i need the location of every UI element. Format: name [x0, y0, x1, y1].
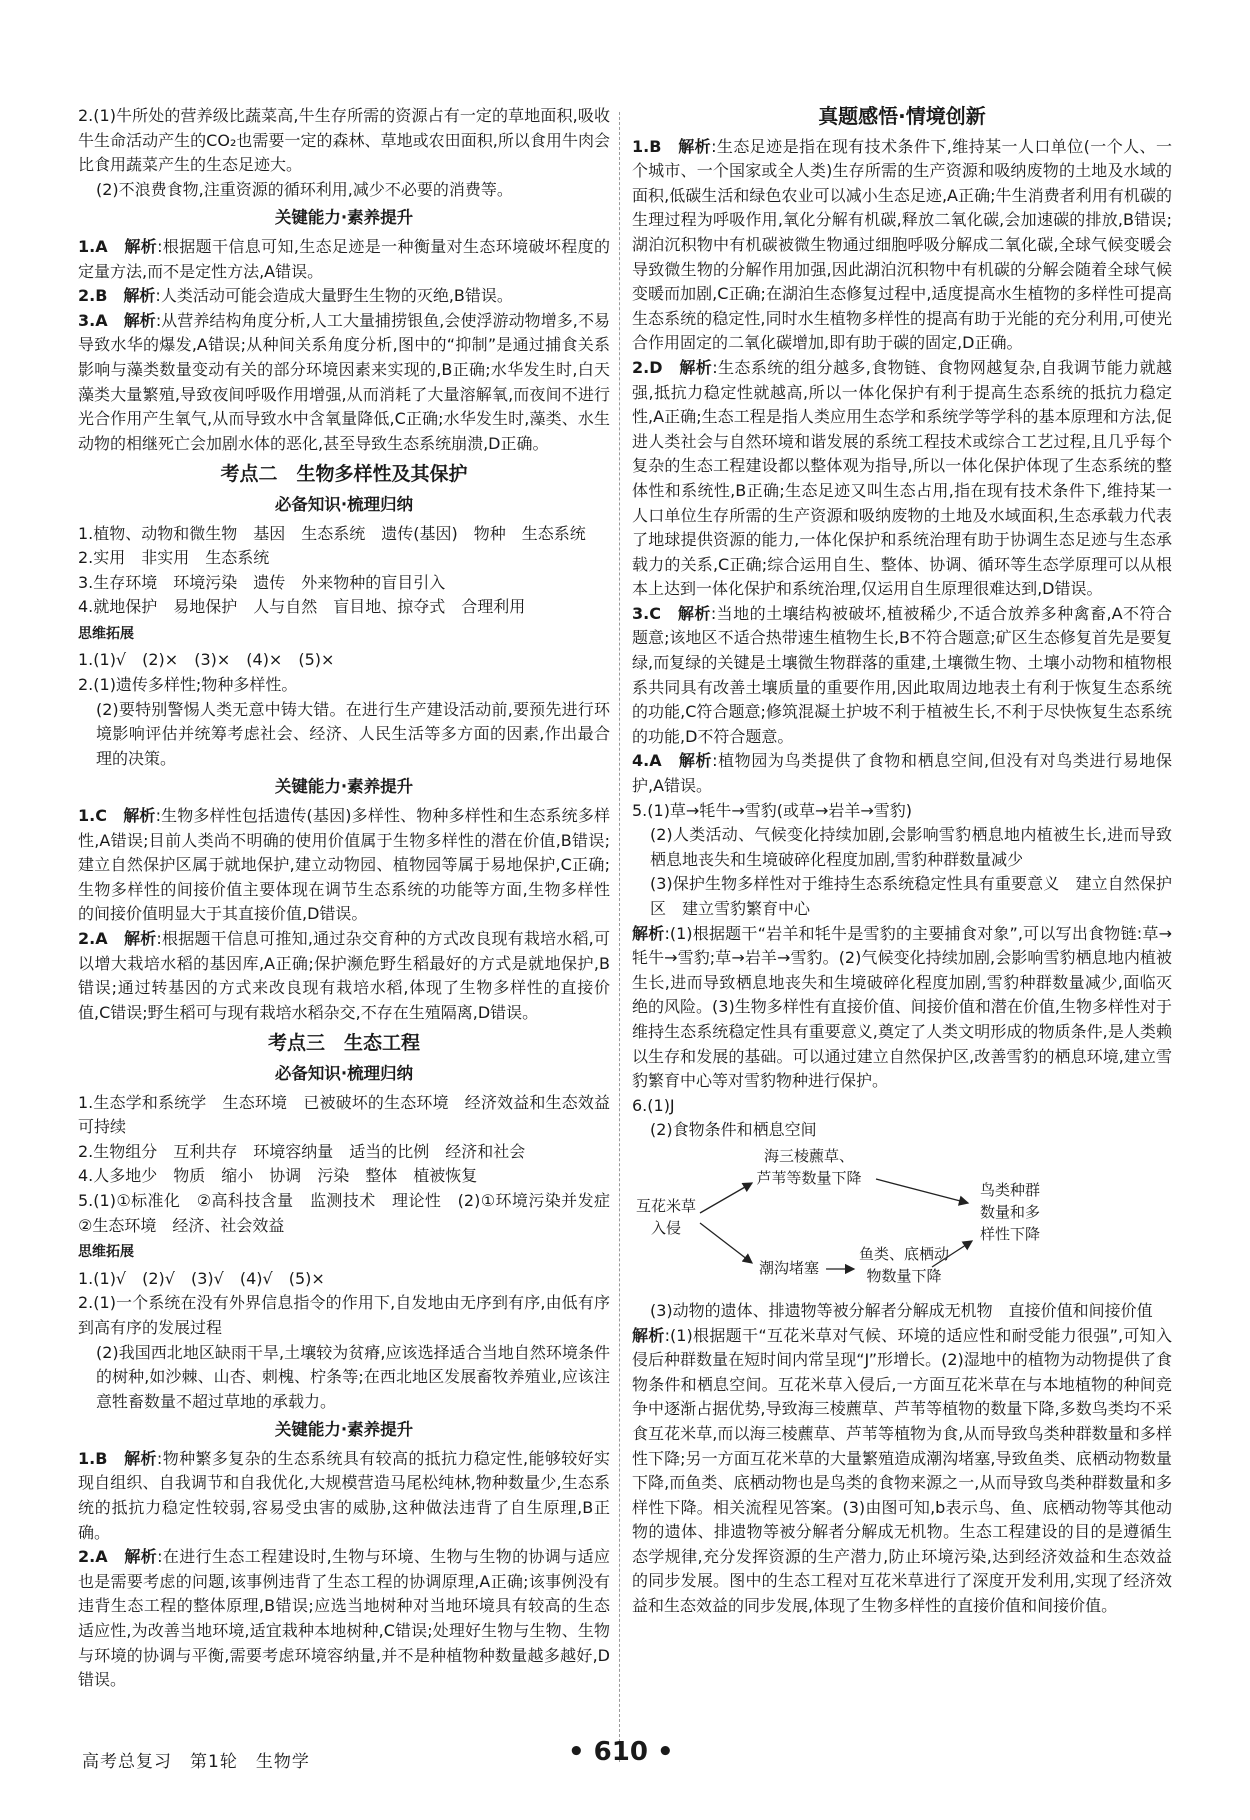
footer-book-title: 高考总复习 第1轮 生物学 — [82, 1752, 310, 1772]
answer-text: 6.(1)J — [632, 1095, 675, 1115]
answer-list — [78, 1447, 610, 1693]
subsection-label: 思维拓展 — [78, 625, 134, 642]
node-plants-decline: 海三棱藨草、 芦苇等数量下降 — [756, 1146, 862, 1187]
answer-item: 1.(1)√ (2)√ (3)√ (4)√ (5)× — [78, 1268, 325, 1288]
answer-item: 3.C 解析:当地的土壤结构被破坏,植被稀少,不适合放养多种禽畜,A不符合题意;该地区不适合热带速生植物生长,B不符合题意;矿区生态修复首先是要复绿,而复绿的关键是土壤微生物群落的重建,土壤微生物、土壤小动物和植物根系共同具有改善土壤质量的重要作用,因此取周边地表土有利于恢复生态系统的功能,C符合题意;修筑混凝土护坡不利于植被生长,不利于尽快恢复生态系统的功能,D不符合题意。 — [632, 603, 1172, 746]
answer-item: 2.D 解析:生态系统的组分越多,食物链、食物网越复杂,自我调节能力就越强,抵抗力稳定性就越高,所以一体化保护有利于提高生态系统的抵抗力稳定性,A正确;生态工程是指人类应用生态学和系统学等学科的基本原理和方法,促进人类社会与自然环境和谐发展的系统工程技术或综合工艺过程,且几乎每个复杂的生态工程建设都以整体观为指导,所以一体化保护体现了生态系统的整体性和系统性,B正确;生态足迹又叫生态占用,指在现有技术条件下,维持某一人口单位生存所需的生产资源和吸纳废物的土地及水域面积,生态承载力代表了地球提供资源的能力,一体化保护和系统治理有助于协调生态足迹与生态承载力的关系,C正确;综合运用自生、整体、协调、循环等生态学原理可以从根本上达到一体化保护和系统治理,仅运用自生原理很难达到,D错误。 — [632, 357, 1172, 599]
answer-text: (3)动物的遗体、排遗物等被分解者分解成无机物 直接价值和间接价值 — [650, 1300, 1153, 1320]
answer-item: 1.A 解析:根据题干信息可知,生态足迹是一种衡量对生态环境破坏程度的定量方法,而不是定性方法,A错误。 — [78, 236, 610, 281]
answer-item: 2.实用 非实用 生态系统 — [78, 548, 270, 568]
answer-list — [78, 804, 610, 1025]
section-heading: 关键能力·素养提升 — [274, 1420, 414, 1440]
answer-item: 2.(1)一个系统在没有外界信息指令的作用下,自发地由无序到有序,由低有序到高有序的发展过程 — [78, 1293, 610, 1337]
section-heading: 必备知识·梳理归纳 — [274, 494, 414, 514]
answer-item: 5.(1)草→牦牛→雪豹(或草→岩羊→雪豹) — [632, 800, 913, 820]
analysis-text: 解析:(1)根据题干“互花米草对气候、环境的适应性和耐受能力很强”,可知入侵后种群数量在短时间内常呈现“J”形增长。(2)湿地中的植物为动物提供了食物条件和栖息空间。互花米草入侵后,一方面互花米草在与本地植物的种间竞争中逐渐占据优势,导致海三棱藨草、芦苇等植物的数量下降,多数鸟类均不采食互花米草,而以海三棱藨草、芦苇等植物为食,从而导致鸟类种群数量和多样性下降;另一方面互花米草的大量繁殖造成潮沟堵塞,导致鱼类、底栖动物数量下降,而鱼类、底栖动物也是鸟类的食物来源之一,从而导致鸟类种群数量和多样性下降。相关流程见答案。(3)由图可知,b表示鸟、鱼、底栖动物等其他动物的遗体、排遗物等被分解者分解成无机物。生态工程建设的目的是遵循生态学规律,充分发挥资源的生产潜力,防止环境污染,达到经济效益和生态效益的同步发展。图中的生态工程对互花米草进行了深度开发利用,实现了经济效益和生态效益的同步发展,体现了生物多样性的直接价值和间接价值。 — [632, 1325, 1172, 1616]
node-invade: 互花米草 入侵 — [635, 1196, 696, 1237]
answer-item: 1.(1)√ (2)× (3)× (4)× (5)× — [78, 650, 335, 670]
answer-list — [632, 799, 1172, 922]
answer-item: (2)我国西北地区缺雨干旱,土壤较为贫瘠,应该选择适合当地自然环境条件的树种,如沙棘、山杏、刺槐、柠条等;在西北地区发展畜牧养殖业,应该注意牲畜数量不超过草地的承载力。 — [96, 1342, 610, 1411]
answer-text: 2.(1)牛所处的营养级比蔬菜高,牛生存所需的资源占有一定的草地面积,吸收牛生命活动产生的CO₂也需要一定的森林、草地或农田面积,所以食用牛肉会比食用蔬菜产生的生态足迹大。 — [78, 106, 610, 175]
answer-list — [78, 1091, 627, 1239]
section-title: 真题感悟·情境创新 — [818, 104, 986, 128]
answer-list — [632, 135, 1172, 799]
answer-list — [78, 522, 610, 620]
answer-item: 1.B 解析:物种繁多复杂的生态系统具有较高的抵抗力稳定性,能够较好实现自组织、自我调节和自我优化,大规模营造马尾松纯林,物种数量少,生态系统的抵抗力稳定性较弱,容易受虫害的威胁,这种做法违背了自生原理,B正确。 — [78, 1448, 610, 1542]
node-fish-decline: 鱼类、底栖动 物数量下降 — [858, 1244, 949, 1285]
answer-list — [78, 1267, 610, 1415]
answer-text: (2)食物条件和栖息空间 — [650, 1120, 817, 1140]
topic-heading: 考点三 生态工程 — [267, 1032, 420, 1055]
section-heading: 必备知识·梳理归纳 — [274, 1063, 414, 1083]
page-number: • 610 • — [568, 1737, 674, 1767]
answer-item: 3.生存环境 环境污染 遗传 外来物种的盲目引入 — [78, 572, 446, 592]
answer-list — [78, 648, 610, 771]
column-divider — [619, 112, 620, 1762]
answer-item: 1.植物、动物和微生物 基因 生态系统 遗传(基因) 物种 生态系统 — [78, 523, 586, 543]
answer-list — [78, 235, 610, 456]
subsection-label: 思维拓展 — [78, 1244, 134, 1261]
section-heading: 关键能力·素养提升 — [274, 208, 414, 228]
answer-item: 2.(1)遗传多样性;物种多样性。 — [78, 675, 298, 695]
node-channel-blocked: 潮沟堵塞 — [758, 1258, 819, 1277]
answer-item: 2.生物组分 互利共存 环境容纳量 适当的比例 经济和社会 — [78, 1141, 526, 1161]
answer-item: (2)人类活动、气候变化持续加剧,会影响雪豹栖息地内植被生长,进而导致栖息地丧失和生境破碎化程度加剧,雪豹种群数量减少 — [650, 825, 1172, 869]
analysis-text: 解析:(1)根据题干“岩羊和牦牛是雪豹的主要捕食对象”,可以写出食物链:草→牦牛→雪豹;草→岩羊→雪豹。(2)气候变化持续加剧,会影响雪豹栖息地内植被生长,进而导致栖息地丧失和生境破碎化程度加剧,雪豹种群数量减少,面临灭绝的风险。(3)生物多样性有直接价值、间接价值和潜在价值,生物多样性对于维持生态系统稳定性具有重要意义,奠定了人类文明形成的物质条件,是人类赖以生存和发展的基础。可以通过建立自然保护区,改善雪豹的栖息环境,建立雪豹繁育中心等对雪豹物种进行保护。 — [632, 923, 1172, 1091]
topic-heading: 考点二 生物多样性及其保护 — [220, 463, 468, 486]
arrow-invade-bottom — [700, 1223, 752, 1263]
answer-item: 5.(1)①标准化 ②高科技含量 监测技术 理论性 (2)①环境污染并发症 ②生态环境 经济、社会效益 — [78, 1190, 627, 1235]
section-heading: 关键能力·素养提升 — [274, 777, 414, 797]
answer-item: 3.A 解析:从营养结构角度分析,人工大量捕捞银鱼,会使浮游动物增多,不易导致水华的爆发,A错误;从种间关系角度分析,图中的“抑制”是通过捕食关系影响与藻类数量变动有关的部分环境因素来实现的,B正确;水华发生时,白天藻类大量繁殖,导致夜间呼吸作用增强,从而消耗了大量溶解氧,而夜间不进行光合作用产生氧气,从而导致水中含氧量降低,C正确;水华发生时,藻类、水生动物的相继死亡会加剧水体的恶化,甚至导致生态系统崩溃,D正确。 — [78, 310, 610, 453]
answer-text: (2)不浪费食物,注重资源的循环利用,减少不必要的消费等。 — [96, 179, 513, 199]
answer-item: 4.就地保护 易地保护 人与自然 盲目地、掠夺式 合理利用 — [78, 597, 526, 617]
flow-diagram — [632, 1145, 1172, 1295]
answer-item: 2.B 解析:人类活动可能会造成大量野生生物的灭绝,B错误。 — [78, 286, 513, 306]
answer-item: (2)要特别警惕人类无意中铸大错。在进行生产建设活动前,要预先进行环境影响评估并统筹考虑社会、经济、人民生活等多方面的因素,作出最合理的决策。 — [96, 699, 610, 768]
answer-item: 1.C 解析:生物多样性包括遗传(基因)多样性、物种多样性和生态系统多样性,A错误;目前人类尚不明确的使用价值属于生物多样性的潜在价值,B错误;建立自然保护区属于就地保护,建立动物园、植物园等属于易地保护,C正确;生物多样性的间接价值主要体现在调节生态系统的功能等方面,生物多样性的间接价值明显大于其直接价值,D错误。 — [78, 806, 610, 924]
left-column — [78, 104, 627, 1693]
answer-item: 4.A 解析:植物园为鸟类提供了食物和栖息空间,但没有对鸟类进行易地保护,A错误。 — [632, 751, 1172, 796]
answer-item: (3)保护生物多样性对于维持生态系统稳定性具有重要意义 建立自然保护区 建立雪豹繁育中心 — [650, 874, 1172, 918]
node-bird-decline: 鸟类种群 数量和多 样性下降 — [979, 1180, 1040, 1243]
answer-item: 2.A 解析:根据题干信息可推知,通过杂交育种的方式改良现有栽培水稻,可以增大栽培水稻的基因库,A正确;保护濒危野生稻最好的方式是就地保护,B错误;通过转基因的方式来改良现有栽培水稻,体现了生物多样性的直接价值,C错误;野生稻可与现有栽培水稻杂交,不存在生殖隔离,D错误。 — [78, 929, 610, 1022]
answer-item: 1.B 解析:生态足迹是指在现有技术条件下,维持某一人口单位(一个人、一个城市、一个国家或全人类)生存所需的生产资源和吸纳废物的土地及水域的面积,低碳生活和绿色农业可以减小生态足迹,A正确;牛生消费者利用有机碳的生理过程为呼吸作用,氧化分解有机碳,释放二氧化碳,会加速碳的排放,B错误;湖泊沉积物中有机碳被微生物通过细胞呼吸分解成二氧化碳,全球气候变暖会导致微生物的分解作用加强,因此湖泊沉积物中有机碳的分解会随着全球气候变暖而加剧,C正确;在湖泊生态修复过程中,适度提高水生植物的多样性可提高生态系统的稳定性,同时水生植物多样性的提高有助于光能的充分利用,可使光合作用固定的二氧化碳增加,即有助于碳的固定,D正确。 — [632, 136, 1172, 353]
answer-item: 1.生态学和系统学 生态环境 已被破坏的生态环境 经济效益和生态效益 可持续 — [78, 1092, 627, 1137]
arrow-top-result — [876, 1179, 968, 1203]
answer-item: 2.A 解析:在进行生态工程建设时,生物与环境、生物与生物的协调与适应也是需要考虑的问题,该事例违背了生态工程的协调原理,A正确;该事例没有违背生态工程的整体原理,B错误;应选当地树种对当地环境具有较高的生态适应性,为改善当地环境,适宜栽种本地树种,C错误;处理好生物与生物、生物与环境的协调与平衡,需要考虑环境容纳量,并不是种植物种数量越多越好,D错误。 — [78, 1547, 610, 1690]
right-column — [632, 104, 1172, 1619]
answer-item: 4.人多地少 物质 缩小 协调 污染 整体 植被恢复 — [78, 1166, 478, 1186]
